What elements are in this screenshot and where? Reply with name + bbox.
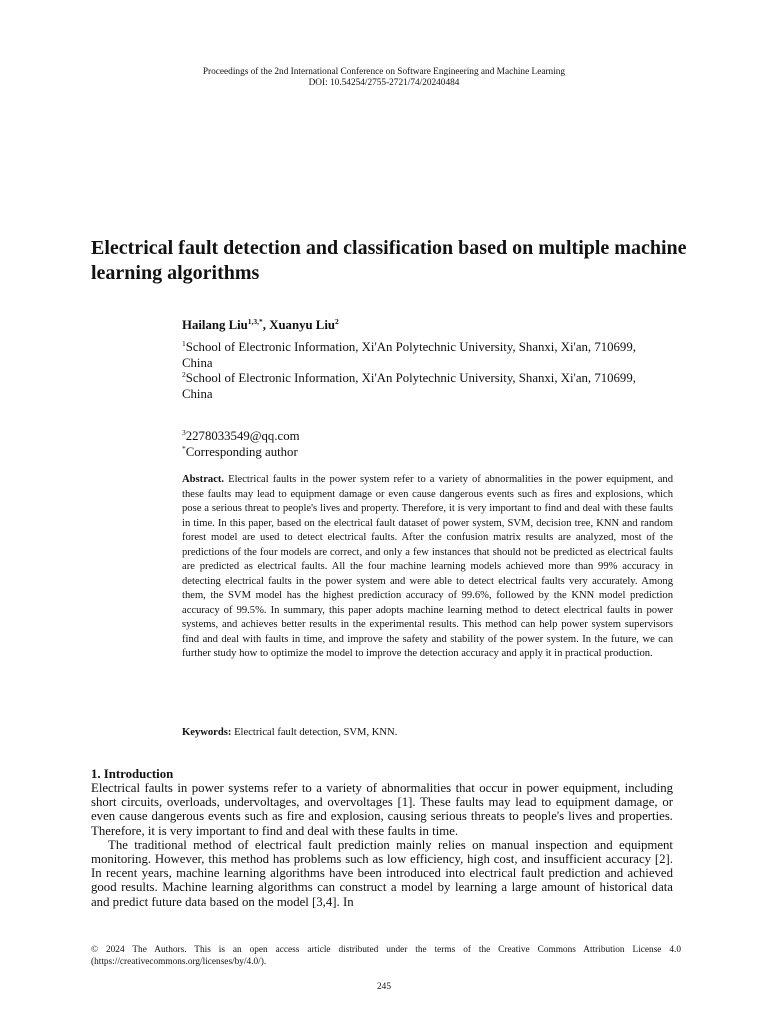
author-separator: ,: [262, 318, 270, 332]
affiliation-item: [182, 340, 662, 371]
page-number: 245: [377, 982, 391, 992]
affiliation-marker: 1: [182, 339, 186, 348]
affiliation-list: [182, 340, 662, 402]
paper-title: Electrical fault detection and classification based on multiple machine learning algorithms: [91, 237, 687, 284]
keywords: [182, 726, 673, 740]
proceedings-line: Proceedings of the 2nd International Conference on Software Engineering and Machine Learning: [202, 67, 566, 77]
abstract-label: Abstract.: [182, 474, 225, 485]
keywords-text: Electrical fault detection, SVM, KNN.: [231, 727, 398, 738]
email-address[interactable]: 2278033549@qq.com: [185, 429, 300, 443]
affiliation-text: School of Electronic Information, Xi'An Polytechnic University, Shanxi, Xi'an, 710699, China: [182, 371, 636, 401]
keywords-label: Keywords:: [182, 727, 232, 738]
corresponding-label: Corresponding author: [185, 444, 298, 459]
corresponding-marker: *: [182, 443, 186, 453]
body-paragraph: Electrical faults in power systems refer to a variety of abnormalities that occur in power equipment, including short circuits, overloads, undervoltages, and overvoltages [1]. These faults may lead to equipment damage, or even cause dangerous events such as fire and explosion, causing serious threats to people's lives and properties. Therefore, it is very important to find and deal with these faults in time.: [91, 781, 673, 838]
license-footnote: © 2024 The Authors. This is an open access article distributed under the terms of the Creative Commons Attribution License 4.0 (https://creativecommons.org/licenses/by/4.0/).: [91, 945, 681, 967]
affiliation-item: [182, 371, 662, 402]
affiliation-marker: 2: [182, 370, 186, 379]
email-marker: 3: [182, 428, 186, 437]
author-name: Xuanyu Liu: [269, 318, 335, 332]
author-name: Hailang Liu: [182, 318, 248, 332]
body-paragraph: The traditional method of electrical fault prediction mainly relies on manual inspection and equipment monitoring. However, this method has problems such as low efficiency, high cost, and insufficient accuracy [2]. In recent years, machine learning algorithms have been introduced into electrical fault prediction and achieved good results. Machine learning algorithms can construct a model by learning a large amount of historical data and predict future data based on the model [3,4]. In: [91, 837, 673, 909]
author-affiliation-marker: 2: [335, 317, 339, 326]
introduction-body: [91, 781, 673, 909]
author-list: [182, 318, 339, 333]
contact-block: [182, 429, 300, 460]
email-line: [182, 429, 300, 445]
corresponding-line: [182, 445, 300, 461]
section-heading-introduction: 1. Introduction: [91, 767, 174, 781]
author-affiliation-marker: 1,3,*: [247, 317, 263, 326]
affiliation-text: School of Electronic Information, Xi'An Polytechnic University, Shanxi, Xi'an, 710699, China: [182, 340, 636, 370]
doi-line: DOI: 10.54254/2755-2721/74/20240484: [308, 78, 460, 88]
abstract: [182, 473, 673, 662]
abstract-text: Electrical faults in the power system refer to a variety of abnormalities in the power equipment, and these faults may lead to equipment damage or even cause dangerous events such as fires and explosions, which pose a serious threat to people's lives and property. Therefore, it is very important to find and deal with these faults in time. In this paper, based on the electrical fault dataset of power system, SVM, decision tree, KNN and random forest model are used to detect electrical faults. After the confusion matrix results are analyzed, most of the predictions of the four models are correct, and only a few instances that should not be predicted as electrical faults are predicted as electrical faults. All the four machine learning models achieved more than 99% accuracy in detecting electrical faults in the power system and were able to detect electrical faults very accurately. Among them, the SVM model has the highest prediction accuracy of 99.6%, followed by the KNN model prediction accuracy of 99.5%. In summary, this paper adopts machine learning method to detect electrical faults in power systems, and achieves better results in the experimental results. This method can help power system supervisors find and deal with faults in time, and improve the safety and stability of the power system. In the future, we can further study how to optimize the model to improve the detection accuracy and apply it in practical production.: [182, 474, 673, 659]
running-header: [0, 67, 768, 89]
